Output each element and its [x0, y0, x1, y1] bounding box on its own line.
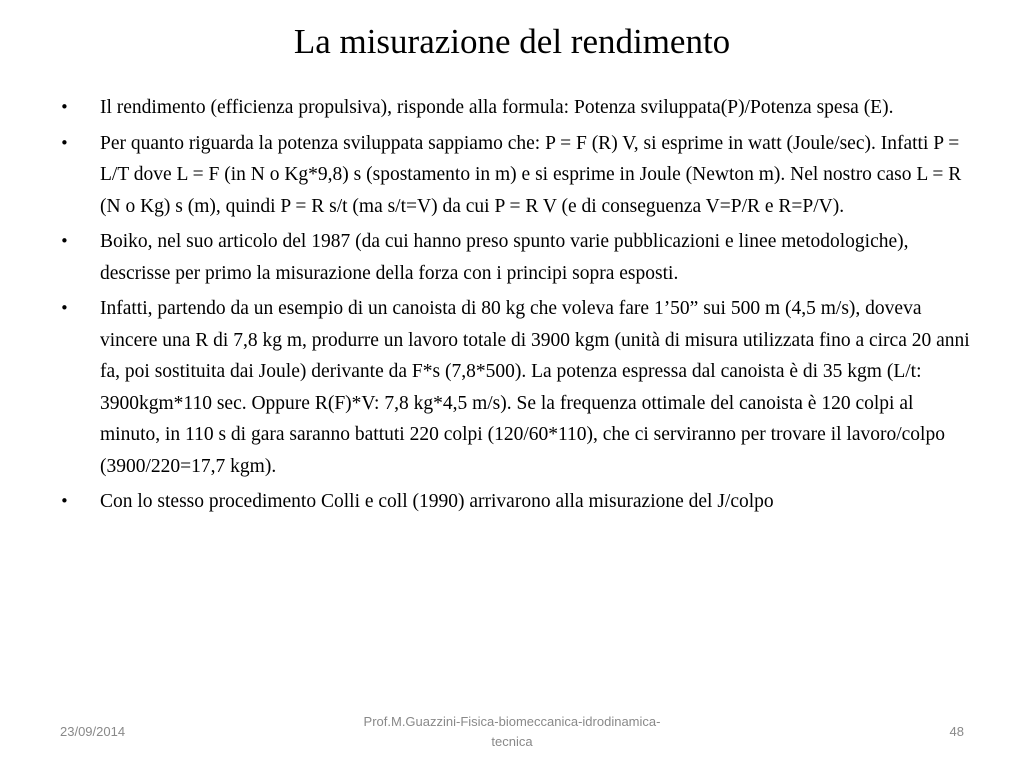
bullet-item-4 — [60, 293, 970, 482]
bullet-marker: • — [60, 98, 69, 116]
footer-author: Prof.M.Guazzini-Fisica-biomeccanica-idrodinamica-tecnica — [363, 714, 661, 749]
bullet-item-1 — [60, 92, 970, 124]
bullet-marker: • — [60, 232, 69, 250]
bullet-text: Boiko, nel suo articolo del 1987 (da cui hanno preso spunto varie pubblicazioni e linee metodologiche), descrisse per primo la misurazione della forza con i principi sopra esposti. — [100, 231, 909, 284]
bullet-text: Per quanto riguarda la potenza sviluppata sappiamo che: P = F (R) V, si esprime in watt (Joule/sec). Infatti P = L/T dove L = F (in N o Kg*9,8) s (spostamento in m) e si esprime in Joule (Newton m). Nel nostro caso L = R (N o Kg) s (m), quindi P = R s/t (ma s/t=V) da cui P = R V (e di conseguenza V=P/R e R=P/V). — [100, 132, 962, 217]
bullet-marker: • — [60, 492, 69, 510]
bullet-marker: • — [60, 299, 69, 317]
bullet-text: Il rendimento (efficienza propulsiva), risponde alla formula: Potenza sviluppata(P)/Potenza spesa (E). — [100, 97, 894, 118]
bullet-item-2 — [60, 128, 970, 223]
bullet-text: Infatti, partendo da un esempio di un canoista di 80 kg che voleva fare 1’50” sui 500 m (4,5 m/s), doveva vincere una R di 7,8 kg m, produrre un lavoro totale di 3900 kgm (unità di misura utilizzata fino a circa 20 anni fa, poi sostituita dai Joule) derivante da F*s (7,8*500). La potenza espressa dal canoista è di 35 kgm (L/t: 3900kgm*110 sec. Oppure R(F)*V: 7,8 kg*4,5 m/s). Se la frequenza ottimale del canoista è 120 colpi al minuto, in 110 s di gara saranno battuti 220 colpi (120/60*110), che ci serviranno per trovare il lavoro/colpo (3900/220=17,7 kgm). — [100, 298, 970, 477]
bullet-item-5 — [60, 486, 970, 518]
bullet-marker: • — [60, 133, 69, 152]
slide-title: La misurazione del rendimento — [293, 22, 731, 61]
bullet-item-3 — [60, 226, 970, 289]
bullet-list — [60, 92, 970, 522]
footer-date: 23/09/2014 — [60, 724, 126, 739]
bullet-text: Con lo stesso procedimento Colli e coll (1990) arrivarono alla misurazione del J/colpo — [100, 491, 774, 512]
footer-page-number: 48 — [949, 724, 964, 739]
